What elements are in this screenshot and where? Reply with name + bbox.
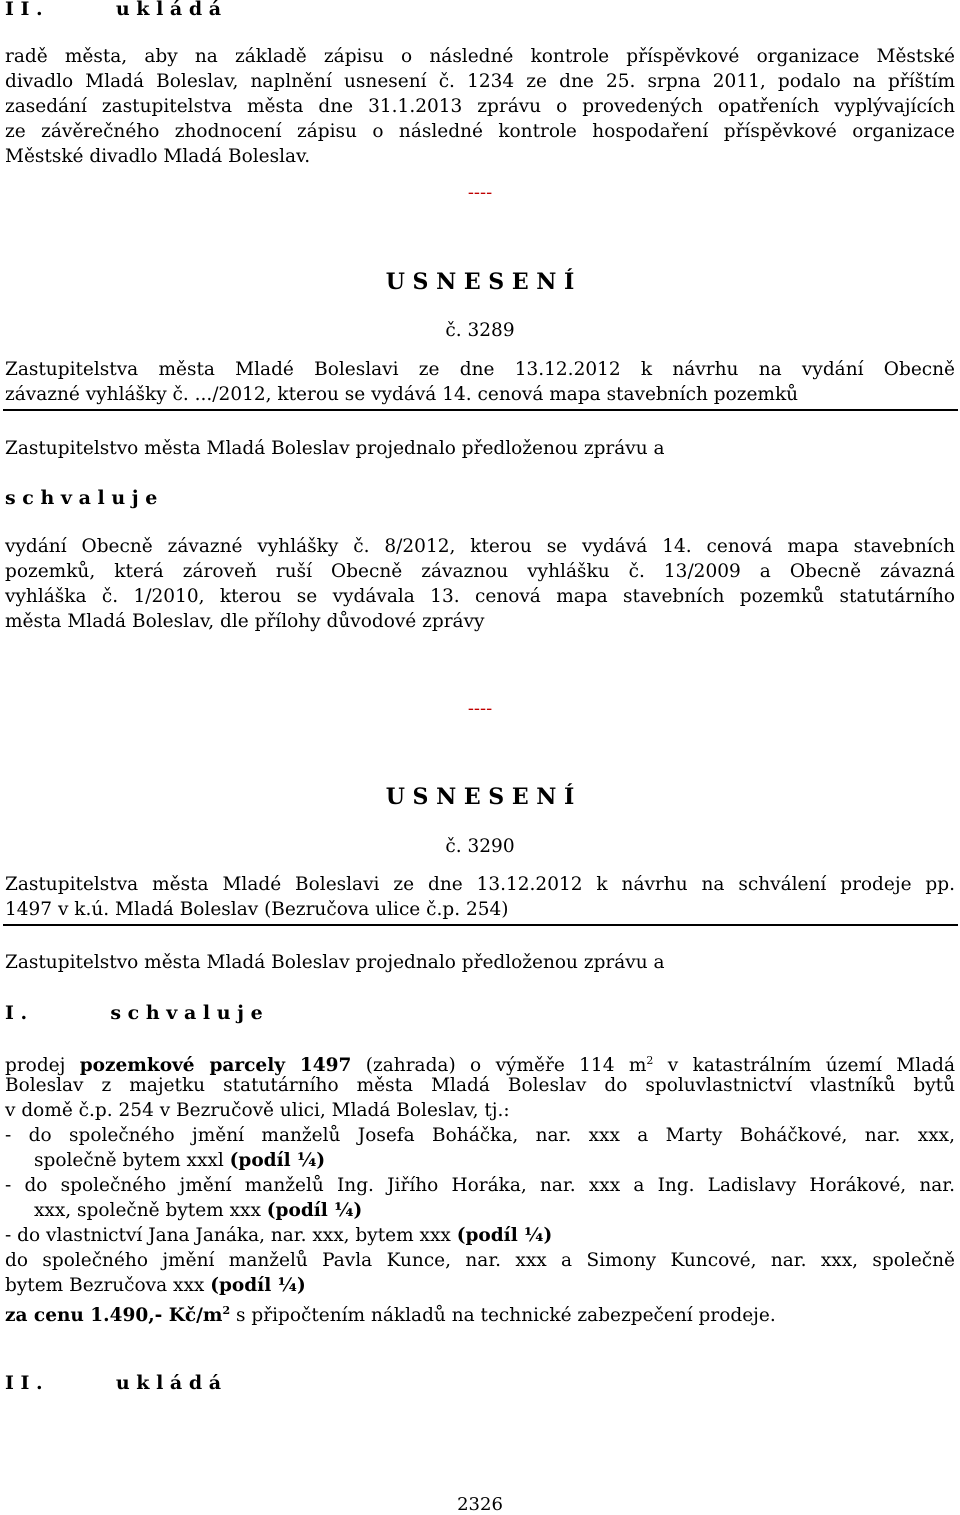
section-verb: s c h v a l u j e — [110, 1002, 263, 1024]
list-item-line: - do společného jmění manželů Ing. Jiřího Horáka, nar. xxx a Ing. Ladislavy Horákové, nar. — [5, 1175, 955, 1196]
superscript: 2 — [646, 1054, 654, 1067]
list-item-line — [5, 1224, 955, 1248]
resolution-intro: Zastupitelstvo města Mladá Boleslav projednalo předloženou zprávu a — [5, 952, 665, 973]
resolution-subject-line: Zastupitelstva města Mladé Boleslavi ze dne 13.12.2012 k návrhu na schválení prodeje pp. — [5, 874, 955, 895]
share-label: (podíl ¼) — [266, 1200, 363, 1221]
body-line: v domě č.p. 254 v Bezručově ulici, Mladá Boleslav, tj.: — [5, 1100, 510, 1121]
list-item-line: - do společného jmění manželů Josefa Boháčka, nar. xxx a Marty Boháčkové, nar. xxx, — [5, 1125, 955, 1146]
body-line: Boleslav z majetku statutárního města Mladá Boleslav do spoluvlastnictví vlastníků bytů — [5, 1075, 955, 1096]
resolution-number: č. 3290 — [445, 836, 515, 857]
resolution-title: U S N E S E N Í — [385, 784, 575, 810]
paragraph-line: zasedání zastupitelstva města dne 31.1.2013 zprávu o provedených opatřeních vyplývajících — [5, 96, 955, 117]
paragraph-line: ze závěrečného zhodnocení zápisu o následné kontrole hospodaření příspěvkové organizace — [5, 121, 955, 142]
section-heading — [5, 1370, 221, 1396]
share-label: (podíl ¼) — [229, 1150, 326, 1171]
list-item-line — [34, 1199, 954, 1223]
subject-underline — [3, 409, 958, 411]
separator: ---- — [467, 182, 493, 203]
section-verb: u k l á d á — [115, 0, 222, 20]
subject-underline — [3, 924, 958, 926]
body-text: prodej — [5, 1055, 80, 1077]
section-heading — [5, 1000, 263, 1026]
page-number: 2326 — [457, 1494, 503, 1515]
list-item-line — [34, 1149, 954, 1173]
resolution-subject-line: 1497 v k.ú. Mladá Boleslav (Bezručova ulice č.p. 254) — [5, 899, 509, 920]
body-text: - do vlastnictví Jana Janáka, nar. xxx, bytem xxx — [5, 1225, 457, 1246]
resolution-intro: Zastupitelstvo města Mladá Boleslav projednalo předloženou zprávu a — [5, 438, 665, 459]
body-text: bytem Bezručova xxx — [5, 1275, 211, 1296]
section-numeral-text: I I . — [5, 0, 43, 20]
paragraph-line: divadlo Mladá Boleslav, naplnění usnesení č. 1234 ze dne 25. srpna 2011, podalo na příštím — [5, 71, 955, 92]
resolution-body-line: města Mladá Boleslav, dle přílohy důvodové zprávy — [5, 611, 485, 632]
body-text: xxx, společně bytem xxx — [34, 1200, 267, 1221]
body-text: v katastrálním území Mladá — [653, 1055, 956, 1077]
resolution-subject-line: Zastupitelstva města Mladé Boleslavi ze dne 13.12.2012 k návrhu na vydání Obecně — [5, 359, 955, 380]
body-text: společně bytem xxxl — [34, 1150, 230, 1171]
resolution-verb: s c h v a l u j e — [5, 487, 158, 509]
section-numeral-text: I . — [5, 1002, 28, 1024]
body-text: s připočtením nákladů na technické zabezpečení prodeje. — [230, 1305, 776, 1327]
parcel-label: pozemkové parcely 1497 — [79, 1055, 352, 1077]
resolution-body-line: vydání Obecně závazné vyhlášky č. 8/2012, kterou se vydává 14. cenová mapa stavebních — [5, 536, 955, 557]
share-label: (podíl ¼) — [456, 1225, 553, 1246]
price-line — [5, 1299, 955, 1328]
section-verb: u k l á d á — [115, 1372, 222, 1394]
paragraph-line: radě města, aby na základě zápisu o následné kontrole příspěvkové organizace Městské — [5, 46, 955, 67]
section-numeral-text: I I . — [5, 1372, 43, 1394]
share-label: (podíl ¼) — [210, 1275, 306, 1296]
price-label: za cenu 1.490,- Kč/m — [5, 1305, 223, 1327]
separator: ---- — [467, 698, 493, 719]
resolution-body-line: vyhláška č. 1/2010, kterou se vydávala 13. cenová mapa stavebních pozemků statutárního — [5, 586, 955, 607]
list-item-line: do společného jmění manželů Pavla Kunce, nar. xxx a Simony Kuncové, nar. xxx, společně — [5, 1250, 955, 1271]
resolution-body-line: pozemků, která zároveň ruší Obecně závaznou vyhlášku č. 13/2009 a Obecně závazná — [5, 561, 955, 582]
list-item-line — [5, 1274, 955, 1298]
resolution-subject-line: závazné vyhlášky č. .../2012, kterou se vydává 14. cenová mapa stavebních pozemků — [5, 384, 799, 405]
resolution-title: U S N E S E N Í — [385, 269, 575, 295]
section-numeral — [5, 0, 221, 22]
resolution-number: č. 3289 — [445, 320, 515, 341]
superscript: 2 — [222, 1304, 231, 1317]
body-text: (zahrada) o výměře 114 m — [351, 1055, 647, 1077]
paragraph-line: Městské divadlo Mladá Boleslav. — [5, 146, 311, 167]
